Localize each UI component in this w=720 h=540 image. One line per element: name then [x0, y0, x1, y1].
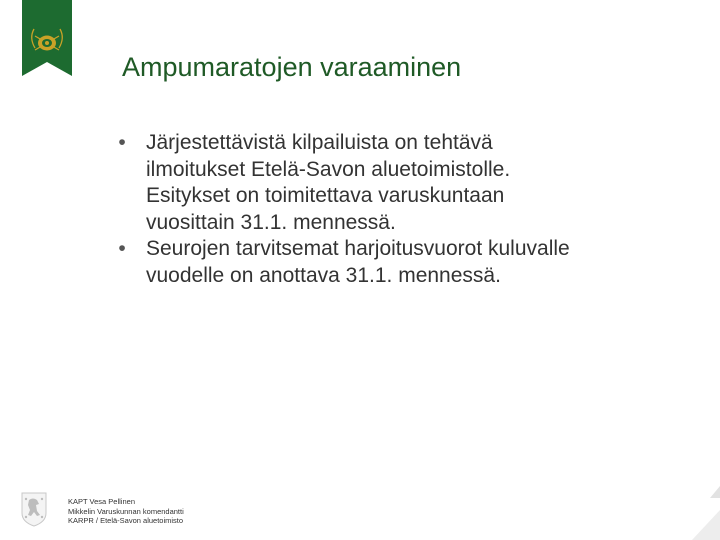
slide-title: Ampumaratojen varaaminen [122, 52, 462, 82]
army-emblem-banner-icon [22, 0, 72, 76]
bullet-line: Seurojen tarvitsemat harjoitusvuorot kuluvalle [146, 237, 570, 260]
bullet-marker: • [118, 131, 126, 154]
bullet-list [112, 130, 692, 289]
footer-line: KARPR / Etelä-Savon aluetoimisto [68, 516, 184, 525]
footer-credits [68, 497, 184, 526]
bullet-line: ilmoitukset Etelä-Savon aluetoimistolle. [146, 157, 511, 181]
bullet-marker: • [118, 237, 126, 260]
bullet-item [112, 130, 692, 236]
page-corner-decoration-icon [688, 480, 720, 540]
heraldic-lion-icon [20, 491, 48, 527]
bullet-line: vuosittain 31.1. mennessä. [146, 210, 396, 234]
bullet-line: Järjestettävistä kilpailuista on tehtävä [146, 131, 493, 154]
footer-line: KAPT Vesa Pellinen [68, 497, 135, 506]
bullet-line: vuodelle on anottava 31.1. mennessä. [146, 263, 501, 287]
footer-line: Mikkelin Varuskunnan komendantti [68, 506, 184, 516]
bullet-line: Esitykset on toimitettava varuskuntaan [146, 184, 505, 207]
bullet-item [112, 236, 692, 289]
